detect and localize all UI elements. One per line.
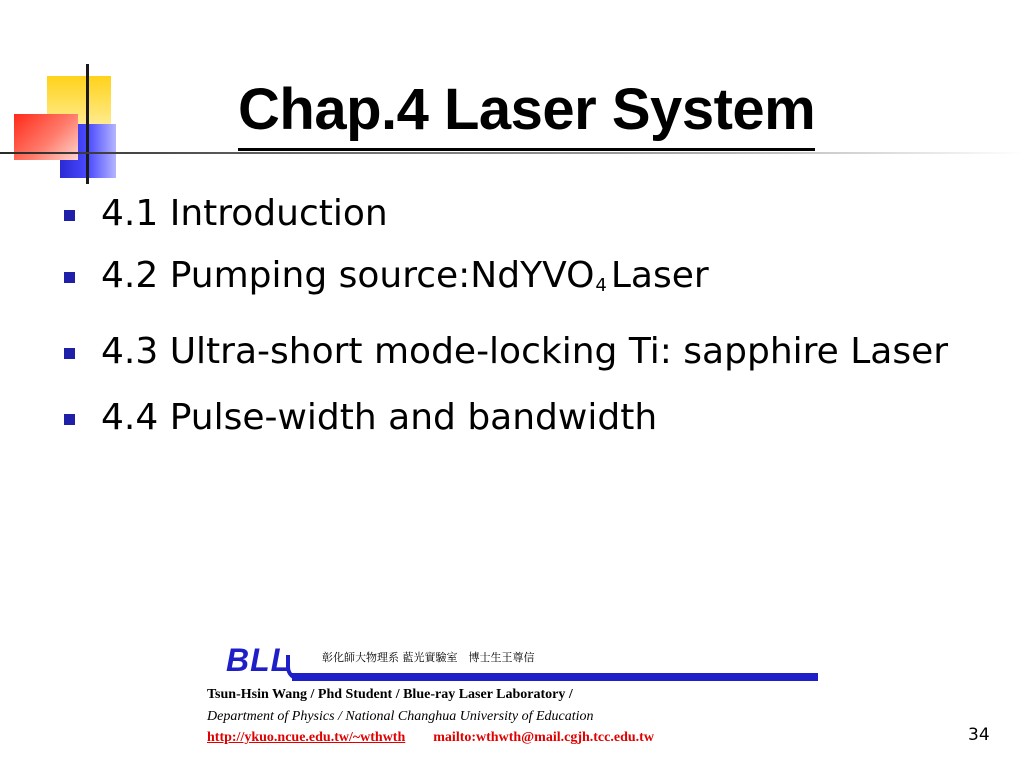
bullet-item <box>64 188 964 240</box>
square-bullet-icon <box>64 210 75 221</box>
vertical-rule-decoration <box>86 64 89 184</box>
bullet-item <box>64 250 964 312</box>
bullet-item <box>64 392 964 444</box>
homepage-link[interactable]: http://ykuo.ncue.edu.tw/~wthwth <box>207 730 406 745</box>
bullet-text: 4.3 Ultra-short mode-locking Ti: sapphire Laser <box>101 331 949 372</box>
bullet-subscript: 4 <box>595 275 607 296</box>
mail-link[interactable]: mailto:wthwth@mail.cgjh.tcc.edu.tw <box>433 730 654 745</box>
page-number: 34 <box>968 725 990 745</box>
bullet-list <box>64 188 964 458</box>
square-bullet-icon <box>64 414 75 425</box>
horizontal-rule-decoration <box>0 152 1024 154</box>
department-line: Department of Physics / National Changhua University of Education <box>207 709 594 724</box>
lab-name-cjk: 彰化師大物理系 藍光實驗室 博士生王尊信 <box>322 651 535 664</box>
square-bullet-icon <box>64 348 75 359</box>
bll-logo-bar <box>292 673 818 681</box>
slide-title: Chap.4 Laser System <box>238 72 815 151</box>
contact-line <box>207 729 654 747</box>
bullet-text: 4.4 Pulse-width and bandwidth <box>101 397 658 438</box>
bullet-text-after: Laser <box>610 255 709 296</box>
bullet-text: 4.2 Pumping source:NdYVO <box>101 255 595 296</box>
bullet-item <box>64 326 964 378</box>
bll-logo: BLL <box>226 642 292 678</box>
author-line: Tsun-Hsin Wang / Phd Student / Blue-ray Laser Laboratory / <box>207 687 573 702</box>
square-bullet-icon <box>64 272 75 283</box>
bullet-text: 4.1 Introduction <box>101 193 388 234</box>
